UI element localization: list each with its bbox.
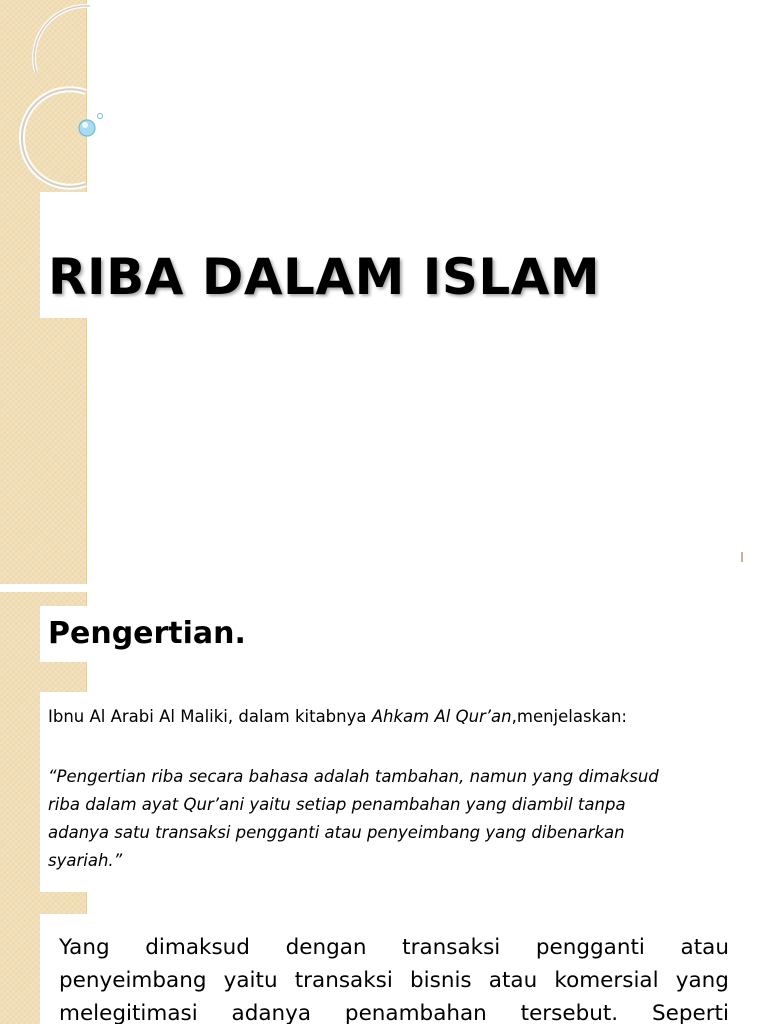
slide-content-page <box>0 592 768 1024</box>
body-word: pengganti <box>535 935 645 960</box>
body-word: yang <box>675 968 729 993</box>
quote-line: “Pengertian riba secara bahasa adalah tambahan, namun yang dimaksud <box>48 767 659 786</box>
body-word: komersial <box>554 968 659 993</box>
book-title: Ahkam Al Qur’an <box>371 707 512 726</box>
intro-paragraph <box>48 707 627 726</box>
quote-line: adanya satu transaksi pengganti atau penyeimbang yang dibenarkan <box>48 823 625 842</box>
body-word: Yang <box>59 935 110 960</box>
body-word: penyeimbang <box>59 968 207 993</box>
body-word: transaksi <box>402 935 501 960</box>
body-word: penambahan <box>344 1001 487 1024</box>
body-word: transaksi <box>294 968 393 993</box>
body-word: melegitimasi <box>59 1001 198 1024</box>
quote-line: syariah.” <box>48 851 123 870</box>
slide-title: RIBA DALAM ISLAM <box>48 248 601 306</box>
body-paragraph <box>59 931 729 1024</box>
intro-suffix: ,menjelaskan: <box>511 707 627 726</box>
quote-line: riba dalam ayat Qur’ani yaitu setiap penambahan yang diambil tanpa <box>48 795 626 814</box>
body-word: tersebut. <box>520 1001 619 1024</box>
body-word: yaitu <box>223 968 278 993</box>
body-line <box>59 997 729 1024</box>
slide-divider <box>0 584 768 592</box>
body-word: atau <box>488 968 538 993</box>
body-word: bisnis <box>410 968 472 993</box>
body-word: dengan <box>285 935 367 960</box>
section-heading: Pengertian. <box>48 616 246 651</box>
body-word: adanya <box>231 1001 312 1024</box>
decorative-mark <box>741 552 743 562</box>
decorative-rings-icon <box>0 0 130 200</box>
body-word: Seperti <box>651 1001 729 1024</box>
body-word: atau <box>680 935 729 960</box>
body-word: dimaksud <box>145 935 250 960</box>
body-line <box>59 931 729 964</box>
intro-prefix: Ibnu Al Arabi Al Maliki, dalam kitabnya <box>48 707 372 726</box>
body-line <box>59 964 729 997</box>
quote-paragraph <box>48 763 718 875</box>
